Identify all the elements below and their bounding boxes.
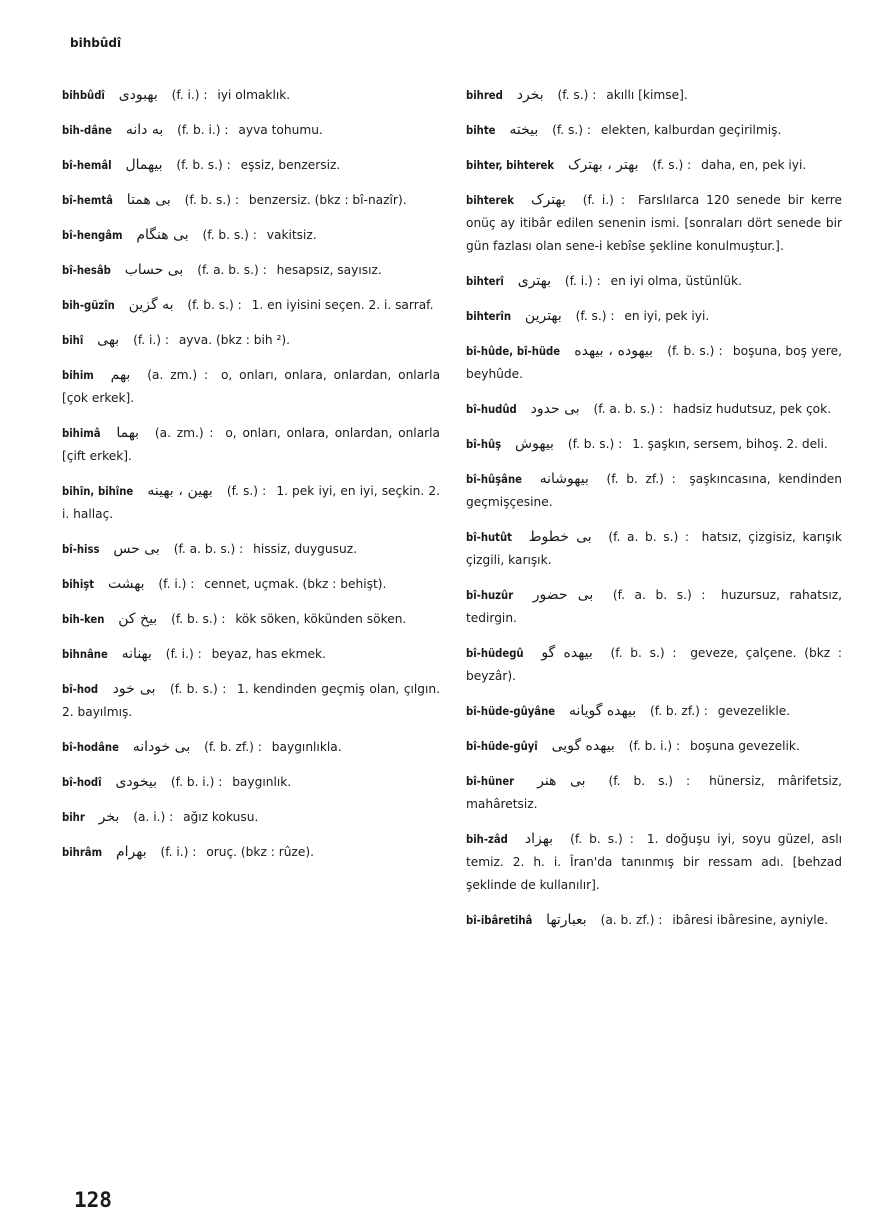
dictionary-entry [62,119,440,142]
dictionary-entry [466,909,842,932]
headword: bî-hemtâ [62,194,113,207]
headword: bihter, bihterek [466,159,555,172]
dictionary-entry [62,480,440,526]
grammar-note: (f. s.) : [557,88,597,102]
headword: bî-hod [62,683,99,696]
arabic-script: بیهده گویانه [568,703,637,719]
arabic-script: بهرام [115,844,147,860]
headword: bih-güzîn [62,299,115,312]
dictionary-entry [62,771,440,794]
grammar-note: (f. i.) : [165,647,202,661]
headword: bihte [466,124,496,137]
dictionary-entry [466,119,842,142]
dictionary-entry [62,422,440,468]
definition: ayva. (bkz : bih ²). [178,333,290,347]
arabic-script: بهتر ، بهترک [567,157,639,173]
grammar-note: (f. b. s.) : [171,612,226,626]
definition: oruç. (bkz : rûze). [206,845,314,859]
arabic-script: بی هنر [537,773,586,789]
definition: huzursuz, rahatsız, tedirgin. [466,588,843,625]
grammar-note: (f. b. zf.) : [606,472,676,486]
grammar-note: (f. b. i.) : [170,775,223,789]
dictionary-entry [466,770,842,816]
grammar-note: (f. i.) : [582,193,625,207]
arabic-script: بیخته [509,122,539,138]
arabic-script: بهما [116,425,140,441]
dictionary-entry [62,84,440,107]
dictionary-entry [466,340,842,386]
grammar-note: (f. b. s.) : [567,437,623,451]
definition: boşuna gevezelik. [689,739,800,753]
dictionary-entry [62,364,440,410]
arabic-script: بیخ کن [118,611,158,627]
dictionary-entry [466,154,842,177]
dictionary-entry [466,468,842,514]
dictionary-entry [466,584,842,630]
dictionary-entry [466,84,842,107]
definition: hatsız, çizgisiz, karışık çizgili, karışık. [466,530,842,567]
grammar-note: (f. b. s.) : [184,193,240,207]
grammar-note: (f. b. s.) : [667,344,723,358]
grammar-note: (a. zm.) : [154,426,214,440]
arabic-script: بهین ، بهینه [147,483,213,499]
right-column [466,84,842,944]
dictionary-entry [62,573,440,596]
arabic-script: بیهوده ، بیهده [574,343,654,359]
grammar-note: (f. b. zf.) : [204,740,262,754]
arabic-script: بی حدود [530,401,580,417]
grammar-note: (f. i.) : [158,577,195,591]
definition: 1. şaşkın, sersem, bihoş. 2. deli. [632,437,828,451]
dictionary-entry [466,526,842,572]
definition: eşsiz, benzersiz. [240,158,341,172]
headword: bî-hüdegû [466,647,524,660]
dictionary-entry [466,270,842,293]
definition: beyaz, has ekmek. [211,647,326,661]
dictionary-entry [62,294,440,317]
grammar-note: (f. i.) : [133,333,169,347]
headword: bî-hiss [62,543,100,556]
dictionary-entry [62,259,440,282]
arabic-script: بهزاد [524,831,554,847]
definition: ağız kokusu. [183,810,259,824]
arabic-script: بهشت [107,576,145,592]
arabic-script: به دانه [125,122,164,138]
headword: bihnâne [62,648,108,661]
definition: elekten, kalburdan geçirilmiş. [600,123,782,137]
grammar-note: (f. b. s.) : [202,228,257,242]
definition: daha, en, pek iyi. [701,158,807,172]
arabic-script: بی خودانه [132,739,191,755]
headword: bihişt [62,578,95,591]
dictionary-entry [62,154,440,177]
page-number: 128 [74,1188,112,1212]
definition: ibâresi ibâresine, ayniyle. [672,913,829,927]
definition: hadsiz hudutsuz, pek çok. [672,402,832,416]
headword: bî-hodâne [62,741,119,754]
definition: 1. doğuşu iyi, soyu güzel, aslı temiz. 2. h. i. Îran'da tanınmış bir ressam adı. [behzad şeklinde de kullanılır]. [466,832,843,892]
headword: bî-hengâm [62,229,123,242]
left-column [62,84,440,876]
dictionary-entry [466,189,842,258]
headword: bî-hüde-gûyâne [466,705,556,718]
arabic-script: بی هنگام [136,227,189,243]
dictionary-entry [62,678,440,724]
dictionary-entry [466,828,842,897]
definition: benzersiz. (bkz : bî-nazîr). [248,193,407,207]
dictionary-entry [62,841,440,864]
headword: bihterî [466,275,504,288]
headword: bî-hesâb [62,264,111,277]
arabic-script: بی همتا [126,192,171,208]
grammar-note: (f. s.) : [652,158,692,172]
grammar-note: (f. i.) : [564,274,601,288]
definition: o, onları, onlara, onlardan, onlarla [çok erkek]. [62,368,441,405]
arabic-script: بیهده گویی [551,738,615,754]
headword: bihî [62,334,84,347]
grammar-note: (f. b. s.) : [608,774,691,788]
arabic-script: بیهده گو [541,645,593,661]
arabic-script: بی حضور [532,587,594,603]
definition: hesapsız, sayısız. [276,263,382,277]
dictionary-entry [62,189,440,212]
headword: bihred [466,89,503,102]
definition: ayva tohumu. [238,123,323,137]
definition: baygınlıkla. [271,740,342,754]
dictionary-entry [62,643,440,666]
arabic-script: بهترک [530,192,566,208]
definition: vakitsiz. [266,228,317,242]
headword: bî-hutût [466,531,512,544]
headword: bî-hûde, bî-hüde [466,345,561,358]
headword: bihr [62,811,85,824]
headword: bihrâm [62,846,103,859]
arabic-script: بهترین [524,308,562,324]
arabic-script: بهبودی [118,87,158,103]
definition: en iyi olma, üstünlük. [610,274,742,288]
headword: bihimâ [62,427,101,440]
grammar-note: (f. b. s.) : [170,682,227,696]
definition: 1. en iyisini seçen. 2. i. sarraf. [251,298,434,312]
grammar-note: (f. s.) : [226,484,267,498]
dictionary-entry [466,735,842,758]
grammar-note: (f. b. i.) : [628,739,681,753]
headword: bî-hudûd [466,403,517,416]
grammar-note: (f. a. b. s.) : [197,263,267,277]
headword: bî-hûşâne [466,473,522,486]
arabic-script: به گزین [128,297,174,313]
definition: gevezelikle. [717,704,791,718]
grammar-note: (f. s.) : [575,309,615,323]
headword: bihterîn [466,310,512,323]
grammar-note: (a. b. zf.) : [600,913,663,927]
definition: boşuna, boş yere, beyhûde. [466,344,843,381]
arabic-script: بیهوش [515,436,554,452]
arabic-script: بهم [110,367,131,383]
definition: şaşkıncasına, kendinden geçmişçesine. [466,472,842,509]
definition: hünersiz, mârifetsiz, mahâretsiz. [466,774,843,811]
grammar-note: (f. s.) : [552,123,591,137]
arabic-script: بی خطوط [528,529,592,545]
grammar-note: (f. a. b. s.) : [173,542,244,556]
headword: bî-ibâretihâ [466,914,533,927]
definition: cennet, uçmak. (bkz : behişt). [204,577,387,591]
headword: bihterek [466,194,514,207]
grammar-note: (f. b. s.) : [610,646,677,660]
grammar-note: (a. i.) : [133,810,174,824]
headword: bî-hüde-gûyî [466,740,538,753]
headword: bih-dâne [62,124,112,137]
arabic-script: بی خود [112,681,156,697]
headword: bih-zâd [466,833,508,846]
definition: en iyi, pek iyi. [624,309,710,323]
dictionary-entry [62,608,440,631]
definition: 1. pek iyi, en iyi, seçkin. 2. i. hallaç. [62,484,441,521]
definition: 1. kendinden geçmiş olan, çılgın. 2. bayılmış. [62,682,441,719]
definition: akıllı [kimse]. [606,88,688,102]
arabic-script: بعبارتها [546,912,587,928]
dictionary-entry [466,700,842,723]
headword: bî-hodî [62,776,102,789]
definition: Farslılarca 120 senede bir kerre onüç ay itibâr edilen senenin ismi. [sonraları dört senede bir gün fazlası olan sene-i kebîse şekline konulmuştur.]. [466,193,843,253]
arabic-script: بیهمال [125,157,163,173]
headword: bî-hüner [466,775,515,788]
grammar-note: (f. b. i.) : [177,123,229,137]
arabic-script: بخرد [516,87,544,103]
grammar-note: (f. a. b. s.) : [608,530,689,544]
dictionary-entry [466,305,842,328]
arabic-script: بی حساب [124,262,184,278]
headword: bî-huzûr [466,589,514,602]
arabic-script: بهی [97,332,120,348]
grammar-note: (f. a. b. s.) : [593,402,664,416]
headword: bihîn, bihîne [62,485,134,498]
grammar-note: (f. b. s.) : [187,298,242,312]
definition: kök söken, kökünden söken. [235,612,407,626]
dictionary-entry [466,642,842,688]
dictionary-entry [62,736,440,759]
dictionary-entry [466,433,842,456]
grammar-note: (a. zm.) : [147,368,209,382]
dictionary-entry [62,224,440,247]
dictionary-entry [62,806,440,829]
arabic-script: بهتری [517,273,552,289]
arabic-script: بیهوشانه [539,471,589,487]
running-head: bihbûdî [70,36,122,50]
definition: baygınlık. [232,775,292,789]
dictionary-entry [62,329,440,352]
definition: geveze, çalçene. (bkz : beyzâr). [466,646,843,683]
headword: bihim [62,369,94,382]
arabic-script: بخر [98,809,120,825]
arabic-script: بهنانه [121,646,152,662]
definition: iyi olmaklık. [217,88,291,102]
headword: bî-hemâl [62,159,112,172]
dictionary-entry [466,398,842,421]
headword: bih-ken [62,613,105,626]
arabic-script: بی حس [113,541,160,557]
grammar-note: (f. i.) : [160,845,197,859]
definition: hissiz, duygusuz. [253,542,357,556]
grammar-note: (f. a. b. s.) : [612,588,706,602]
headword: bî-hûş [466,438,502,451]
grammar-note: (f. i.) : [171,88,208,102]
grammar-note: (f. b. zf.) : [650,704,708,718]
grammar-note: (f. b. s.) : [176,158,231,172]
grammar-note: (f. b. s.) : [570,832,634,846]
definition: o, onları, onlara, onlardan, onlarla [çift erkek]. [62,426,441,463]
arabic-script: بیخودی [115,774,158,790]
dictionary-entry [62,538,440,561]
headword: bihbûdî [62,89,105,102]
